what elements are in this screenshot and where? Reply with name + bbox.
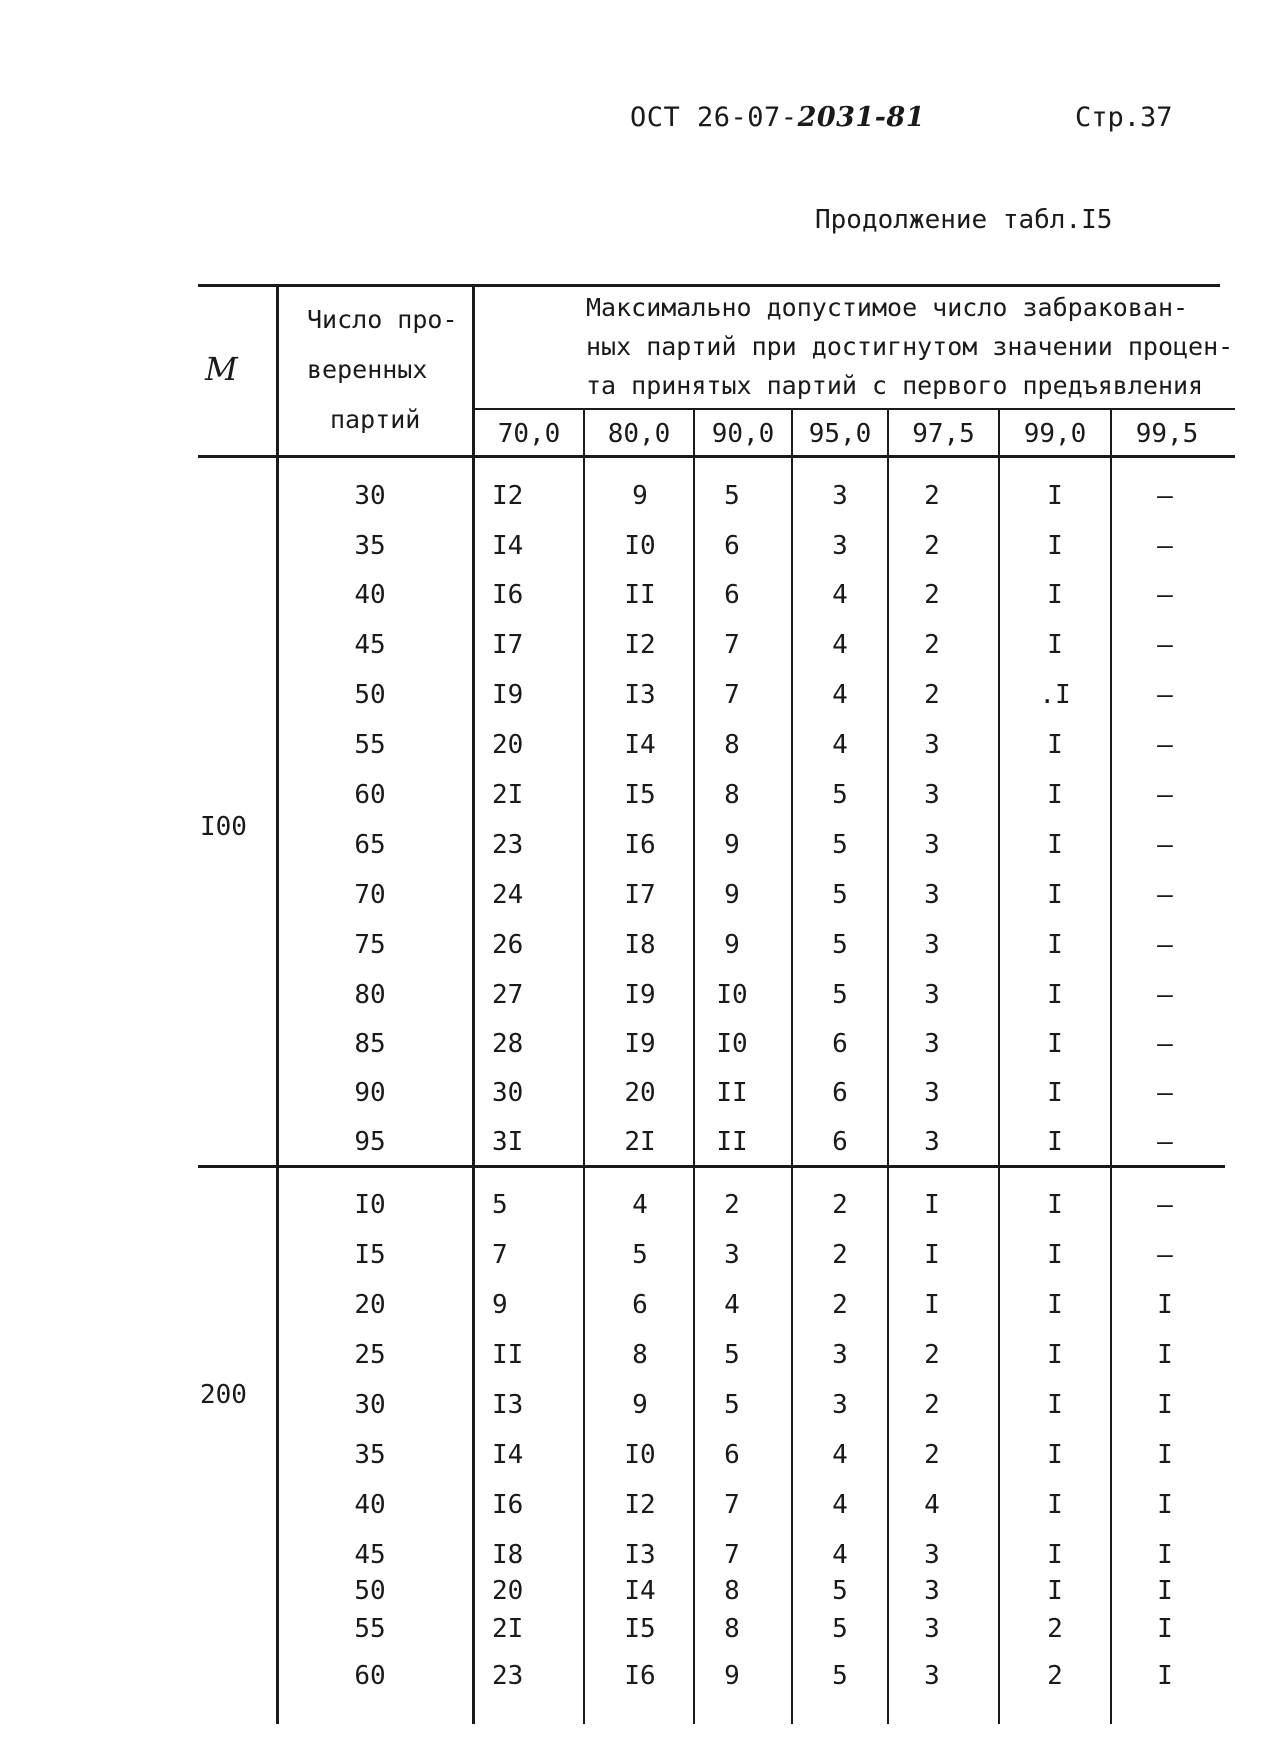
percent-header: 99,5 — [1135, 419, 1199, 449]
rejected-count-cell: 9 — [492, 1290, 508, 1320]
checked-count-cell: 85 — [354, 1029, 386, 1059]
rejected-count-cell: 2 — [924, 630, 940, 660]
rejected-count-cell: I — [1047, 780, 1063, 810]
rejected-count-cell: 2 — [924, 481, 940, 511]
rejected-count-cell: 8 — [724, 1614, 740, 1644]
table-row — [0, 625, 1265, 665]
rejected-count-cell: I7 — [492, 630, 524, 660]
rejected-count-cell: 2 — [1047, 1661, 1063, 1691]
rejected-count-cell: 7 — [724, 1490, 740, 1520]
rejected-count-cell: 9 — [724, 1661, 740, 1691]
rejected-count-cell: 6 — [832, 1029, 848, 1059]
rejected-count-cell: I2 — [624, 630, 656, 660]
rejected-count-cell: 7 — [724, 1540, 740, 1570]
rejected-count-cell: 28 — [492, 1029, 524, 1059]
table-row — [0, 975, 1265, 1015]
rejected-count-cell: I — [1157, 1540, 1173, 1570]
rejected-count-cell: 5 — [724, 481, 740, 511]
rejected-count-cell: II — [492, 1340, 524, 1370]
checked-count-cell: 40 — [354, 580, 386, 610]
rejected-count-cell: I8 — [492, 1540, 524, 1570]
table-row — [0, 1285, 1265, 1325]
rejected-count-cell: 3 — [924, 1540, 940, 1570]
rejected-count-cell: 4 — [632, 1190, 648, 1220]
rejected-count-cell: 3 — [924, 930, 940, 960]
rejected-count-cell: I — [924, 1190, 940, 1220]
rejected-count-cell: I4 — [492, 531, 524, 561]
table-row — [0, 725, 1265, 765]
checked-count-cell: 35 — [354, 531, 386, 561]
percent-header: 80,0 — [607, 419, 671, 449]
rejected-count-cell: 20 — [624, 1078, 656, 1108]
rejected-count-cell: 6 — [632, 1290, 648, 1320]
rejected-count-cell: 7 — [492, 1240, 508, 1270]
rejected-count-cell: – — [1157, 580, 1173, 610]
rejected-count-cell: 5 — [492, 1190, 508, 1220]
rejected-count-cell: 27 — [492, 980, 524, 1010]
group-m-value: I00 — [200, 812, 247, 842]
rejected-count-cell: .I — [1039, 680, 1071, 710]
rejected-count-cell: 3 — [832, 481, 848, 511]
rejected-count-cell: 7 — [724, 630, 740, 660]
document-code-handwritten: 2031-81 — [797, 102, 925, 133]
table-top-rule — [198, 284, 1220, 287]
rejected-count-cell: – — [1157, 730, 1173, 760]
rejected-count-cell: 2 — [832, 1190, 848, 1220]
rejected-count-cell: 4 — [832, 630, 848, 660]
rejected-count-cell: 8 — [724, 780, 740, 810]
rejected-count-cell: 4 — [724, 1290, 740, 1320]
rejected-count-cell: 3 — [924, 980, 940, 1010]
rejected-count-cell: – — [1157, 880, 1173, 910]
rejected-count-cell: 5 — [724, 1340, 740, 1370]
rejected-count-cell: I3 — [624, 680, 656, 710]
rejected-count-cell: – — [1157, 531, 1173, 561]
rejected-count-cell: I6 — [492, 580, 524, 610]
rejected-count-cell: I — [1157, 1576, 1173, 1606]
rejected-count-cell: I — [1047, 630, 1063, 660]
rejected-count-cell: 5 — [832, 830, 848, 860]
rejected-count-cell: I — [1047, 880, 1063, 910]
rejected-count-cell: I — [1047, 730, 1063, 760]
document-code — [630, 102, 925, 133]
rejected-count-cell: 4 — [832, 1540, 848, 1570]
rejected-count-cell: 26 — [492, 930, 524, 960]
rejected-count-cell: 2 — [924, 580, 940, 610]
rejected-count-cell: – — [1157, 1078, 1173, 1108]
rejected-count-cell: 8 — [724, 1576, 740, 1606]
rejected-count-cell: I9 — [624, 980, 656, 1010]
checked-count-cell: 65 — [354, 830, 386, 860]
rejected-count-cell: 6 — [724, 531, 740, 561]
rejected-count-cell: – — [1157, 680, 1173, 710]
checked-count-cell: 35 — [354, 1440, 386, 1470]
rejected-count-cell: 3 — [924, 730, 940, 760]
rejected-count-cell: 20 — [492, 730, 524, 760]
rejected-count-cell: I5 — [624, 1614, 656, 1644]
rejected-count-cell: 20 — [492, 1576, 524, 1606]
rejected-count-cell: 3 — [924, 780, 940, 810]
percent-header: 90,0 — [711, 419, 775, 449]
rejected-count-cell: I2 — [492, 481, 524, 511]
rejected-count-cell: I — [1157, 1290, 1173, 1320]
rejected-count-cell: 2 — [924, 1390, 940, 1420]
table-row — [0, 1335, 1265, 1375]
rejected-count-cell: I — [1157, 1390, 1173, 1420]
rejected-count-cell: 4 — [924, 1490, 940, 1520]
checked-count-cell: 55 — [354, 730, 386, 760]
rejected-count-cell: I3 — [492, 1390, 524, 1420]
rejected-count-cell: 4 — [832, 730, 848, 760]
rejected-count-cell: – — [1157, 481, 1173, 511]
rejected-count-cell: 5 — [832, 930, 848, 960]
rejected-count-cell: 2I — [492, 780, 524, 810]
rejected-count-cell: 3 — [924, 830, 940, 860]
document-code-printed: ОСТ 26-07- — [630, 102, 798, 133]
percent-header: 99,0 — [1023, 419, 1087, 449]
rejected-count-cell: 3 — [924, 1661, 940, 1691]
rejected-count-cell: – — [1157, 780, 1173, 810]
rejected-count-cell: 3 — [924, 1078, 940, 1108]
rejected-count-cell: 2 — [924, 680, 940, 710]
checked-count-cell: 55 — [354, 1614, 386, 1644]
rejected-count-cell: 5 — [724, 1390, 740, 1420]
rejected-count-cell: 9 — [632, 481, 648, 511]
rejected-count-cell: I0 — [716, 980, 748, 1010]
rejected-count-cell: 2 — [924, 1440, 940, 1470]
table-row — [0, 675, 1265, 715]
checked-count-cell: 80 — [354, 980, 386, 1010]
rejected-count-cell: – — [1157, 980, 1173, 1010]
checked-count-cell: 60 — [354, 1661, 386, 1691]
table-row — [0, 875, 1265, 915]
rejected-count-cell: 5 — [832, 1661, 848, 1691]
rejected-count-cell: I — [1157, 1614, 1173, 1644]
checked-count-cell: 75 — [354, 930, 386, 960]
percent-header: 97,5 — [912, 419, 975, 449]
rejected-count-cell: II — [624, 580, 656, 610]
rejected-count-cell: I — [924, 1290, 940, 1320]
group-divider-rule — [198, 1165, 1225, 1168]
rejected-count-cell: 2 — [924, 1340, 940, 1370]
checked-count-cell: 60 — [354, 780, 386, 810]
table-row — [0, 1609, 1265, 1649]
rejected-count-cell: I6 — [624, 1661, 656, 1691]
rejected-count-cell: I — [1047, 980, 1063, 1010]
rejected-count-cell: I7 — [624, 880, 656, 910]
rejected-count-cell: 6 — [724, 1440, 740, 1470]
rejected-count-cell: I0 — [716, 1029, 748, 1059]
rejected-count-cell: 3 — [832, 1340, 848, 1370]
rejected-count-cell: I — [1047, 1576, 1063, 1606]
rejected-count-cell: 3I — [492, 1127, 524, 1157]
table-row — [0, 1235, 1265, 1275]
table-row — [0, 1073, 1265, 1113]
table-row — [0, 1535, 1265, 1575]
table-caption: Продолжение табл.I5 — [815, 205, 1113, 235]
page-number: Стр.37 — [1075, 102, 1173, 133]
rejected-count-cell: 30 — [492, 1078, 524, 1108]
table-row — [0, 476, 1265, 516]
rejected-count-cell: 4 — [832, 680, 848, 710]
rejected-count-cell: I — [1157, 1440, 1173, 1470]
rejected-count-cell: 2 — [1047, 1614, 1063, 1644]
header-max-line-2: ных партий при достигнутом значении процен- — [586, 332, 1234, 361]
rejected-count-cell: 5 — [832, 1614, 848, 1644]
table-row — [0, 1435, 1265, 1475]
rejected-count-cell: 2I — [624, 1127, 656, 1157]
rejected-count-cell: II — [716, 1078, 748, 1108]
rejected-count-cell: 5 — [832, 880, 848, 910]
rejected-count-cell: I — [1047, 481, 1063, 511]
rejected-count-cell: 3 — [924, 1614, 940, 1644]
rejected-count-cell: I — [1047, 1240, 1063, 1270]
header-checked-line-3: партий — [330, 405, 421, 434]
rejected-count-cell: I — [1047, 1340, 1063, 1370]
rejected-count-cell: 9 — [724, 880, 740, 910]
table-row — [0, 825, 1265, 865]
rejected-count-cell: I — [1047, 531, 1063, 561]
rejected-count-cell: 24 — [492, 880, 524, 910]
rejected-count-cell: I0 — [624, 1440, 656, 1470]
checked-count-cell: 50 — [354, 680, 386, 710]
percent-header: 95,0 — [808, 419, 872, 449]
checked-count-cell: 45 — [354, 630, 386, 660]
header-checked-line-2: веренных — [307, 355, 428, 384]
rejected-count-cell: 2 — [832, 1240, 848, 1270]
table-row — [0, 775, 1265, 815]
checked-count-cell: 40 — [354, 1490, 386, 1520]
rejected-count-cell: I9 — [492, 680, 524, 710]
checked-count-cell: 95 — [354, 1127, 386, 1157]
rejected-count-cell: I — [1047, 1440, 1063, 1470]
rejected-count-cell: I — [1047, 580, 1063, 610]
rejected-count-cell: I — [1047, 1390, 1063, 1420]
checked-count-cell: 70 — [354, 880, 386, 910]
rejected-count-cell: I3 — [624, 1540, 656, 1570]
checked-count-cell: 30 — [354, 1390, 386, 1420]
table-row — [0, 1024, 1265, 1064]
rejected-count-cell: 2I — [492, 1614, 524, 1644]
rejected-count-cell: I — [1047, 1540, 1063, 1570]
table-row — [0, 1571, 1265, 1611]
rejected-count-cell: – — [1157, 1190, 1173, 1220]
rejected-count-cell: I — [1047, 1490, 1063, 1520]
rejected-count-cell: I5 — [624, 780, 656, 810]
rejected-count-cell: 8 — [724, 730, 740, 760]
rejected-count-cell: 2 — [724, 1190, 740, 1220]
rejected-count-cell: 23 — [492, 830, 524, 860]
rejected-count-cell: I2 — [624, 1490, 656, 1520]
rejected-count-cell: I — [1157, 1661, 1173, 1691]
percent-header-rule — [475, 408, 1235, 410]
checked-count-cell: 90 — [354, 1078, 386, 1108]
rejected-count-cell: 5 — [832, 980, 848, 1010]
rejected-count-cell: I8 — [624, 930, 656, 960]
rejected-count-cell: I — [1047, 1190, 1063, 1220]
rejected-count-cell: 6 — [832, 1078, 848, 1108]
rejected-count-cell: I — [1047, 1127, 1063, 1157]
table-row — [0, 1185, 1265, 1225]
rejected-count-cell: 9 — [724, 930, 740, 960]
rejected-count-cell: I9 — [624, 1029, 656, 1059]
checked-count-cell: I0 — [354, 1190, 386, 1220]
rejected-count-cell: 3 — [924, 880, 940, 910]
checked-count-cell: 20 — [354, 1290, 386, 1320]
rejected-count-cell: I — [1157, 1340, 1173, 1370]
rejected-count-cell: 4 — [832, 1490, 848, 1520]
rejected-count-cell: 4 — [832, 580, 848, 610]
rejected-count-cell: 5 — [832, 780, 848, 810]
rejected-count-cell: 9 — [632, 1390, 648, 1420]
group-m-value: 200 — [200, 1380, 247, 1410]
rejected-count-cell: – — [1157, 630, 1173, 660]
rejected-count-cell: I4 — [624, 1576, 656, 1606]
rejected-count-cell: 2 — [832, 1290, 848, 1320]
rejected-count-cell: 3 — [832, 531, 848, 561]
rejected-count-cell: I6 — [492, 1490, 524, 1520]
checked-count-cell: 50 — [354, 1576, 386, 1606]
rejected-count-cell: I — [924, 1240, 940, 1270]
rejected-count-cell: I4 — [492, 1440, 524, 1470]
table-row — [0, 575, 1265, 615]
rejected-count-cell: I6 — [624, 830, 656, 860]
header-max-line-1: Максимально допустимое число забракован- — [586, 293, 1189, 322]
checked-count-cell: 30 — [354, 481, 386, 511]
rejected-count-cell: 5 — [632, 1240, 648, 1270]
header-checked-line-1: Число про- — [307, 305, 458, 334]
table-row — [0, 1385, 1265, 1425]
rejected-count-cell: 3 — [724, 1240, 740, 1270]
table-row — [0, 1122, 1265, 1162]
rejected-count-cell: 23 — [492, 1661, 524, 1691]
rejected-count-cell: I — [1047, 930, 1063, 960]
table-row — [0, 1656, 1265, 1696]
rejected-count-cell: 3 — [924, 1576, 940, 1606]
rejected-count-cell: – — [1157, 1029, 1173, 1059]
table-row — [0, 925, 1265, 965]
rejected-count-cell: I — [1047, 1029, 1063, 1059]
rejected-count-cell: I0 — [624, 531, 656, 561]
header-m: M — [205, 350, 238, 388]
rejected-count-cell: I — [1047, 1078, 1063, 1108]
rejected-count-cell: 2 — [924, 531, 940, 561]
header-max-line-3: та принятых партий с первого предъявления — [586, 371, 1204, 400]
rejected-count-cell: I — [1157, 1490, 1173, 1520]
rejected-count-cell: – — [1157, 930, 1173, 960]
rejected-count-cell: 9 — [724, 830, 740, 860]
rejected-count-cell: 3 — [924, 1029, 940, 1059]
checked-count-cell: I5 — [354, 1240, 386, 1270]
rejected-count-cell: I — [1047, 1290, 1063, 1320]
table-row — [0, 1485, 1265, 1525]
rejected-count-cell: 3 — [924, 1127, 940, 1157]
rejected-count-cell: 6 — [724, 580, 740, 610]
rejected-count-cell: I — [1047, 830, 1063, 860]
rejected-count-cell: II — [716, 1127, 748, 1157]
rejected-count-cell: 8 — [632, 1340, 648, 1370]
rejected-count-cell: 6 — [832, 1127, 848, 1157]
rejected-count-cell: – — [1157, 830, 1173, 860]
checked-count-cell: 25 — [354, 1340, 386, 1370]
rejected-count-cell: 5 — [832, 1576, 848, 1606]
checked-count-cell: 45 — [354, 1540, 386, 1570]
rejected-count-cell: 3 — [832, 1390, 848, 1420]
rejected-count-cell: I4 — [624, 730, 656, 760]
rejected-count-cell: – — [1157, 1240, 1173, 1270]
rejected-count-cell: 7 — [724, 680, 740, 710]
percent-header: 70,0 — [497, 419, 561, 449]
rejected-count-cell: 4 — [832, 1440, 848, 1470]
rejected-count-cell: – — [1157, 1127, 1173, 1157]
table-row — [0, 526, 1265, 566]
